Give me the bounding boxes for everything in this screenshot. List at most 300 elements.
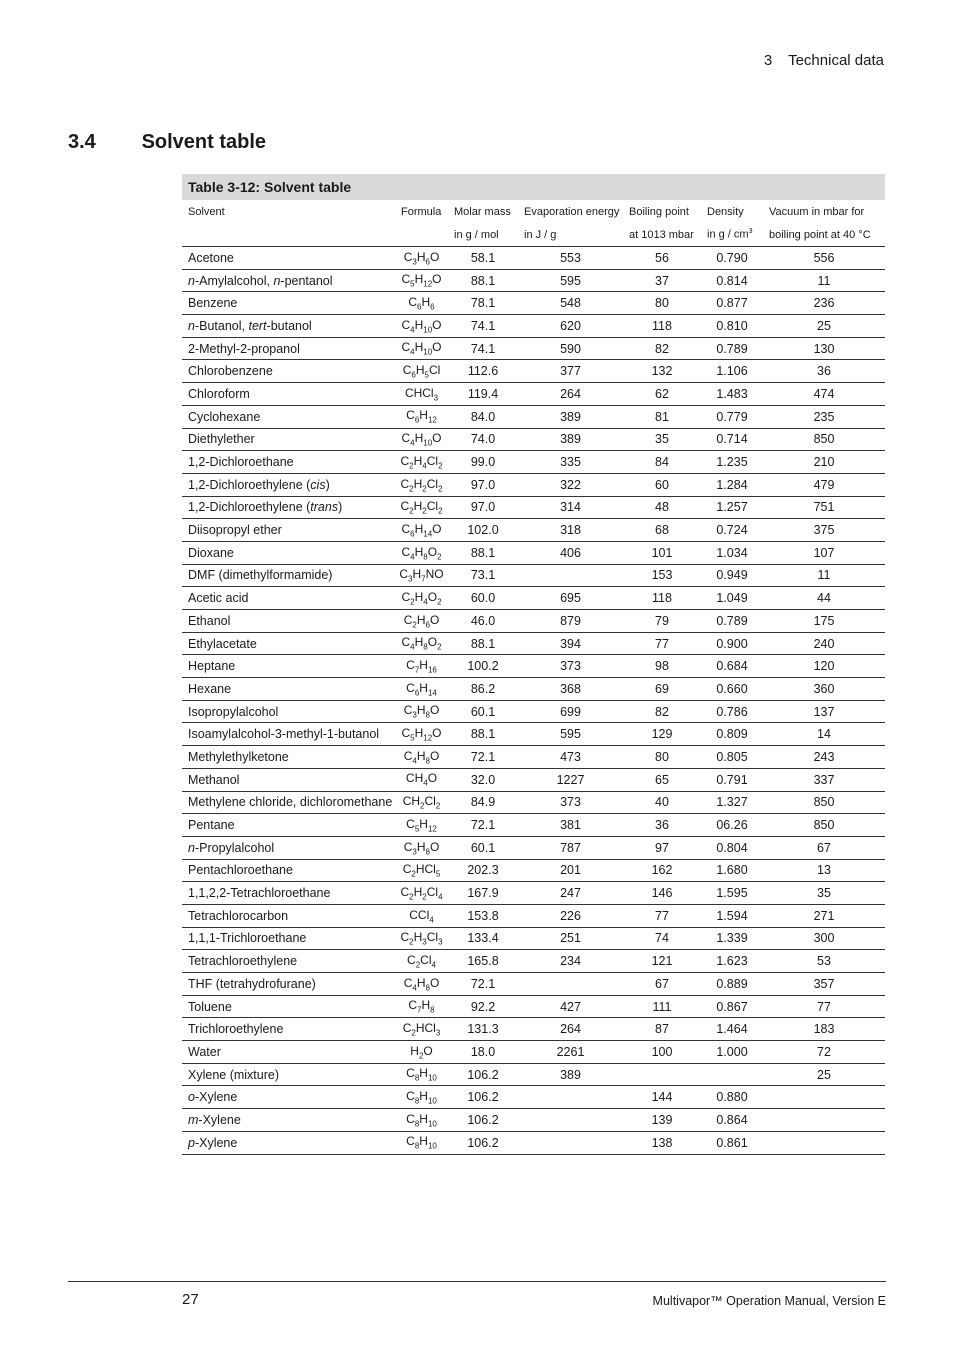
table-row	[182, 859, 885, 882]
col-header-boiling: Boiling point	[629, 205, 689, 218]
cell-density: 0.714	[701, 428, 763, 451]
cell-boiling-point: 111	[623, 995, 701, 1018]
cell-molar-mass: 78.1	[448, 292, 518, 315]
cell-formula: CCl$_4$	[395, 904, 448, 927]
table-row	[182, 814, 885, 837]
col-header-evaporation: Evaporation energy	[524, 205, 620, 218]
cell-boiling-point: 84	[623, 451, 701, 474]
cell-density: 1.235	[701, 451, 763, 474]
cell-solvent-name: THF (tetrahydrofurane)	[182, 973, 395, 996]
cell-solvent-name: Ethylacetate	[182, 632, 395, 655]
cell-solvent-name: m-Xylene	[182, 1109, 395, 1132]
cell-molar-mass: 133.4	[448, 927, 518, 950]
cell-density: 0.790	[701, 247, 763, 270]
cell-molar-mass: 88.1	[448, 269, 518, 292]
cell-formula: $C_5H_{12}O$	[395, 723, 448, 746]
cell-evaporation-energy: 373	[518, 655, 623, 678]
table-row	[182, 995, 885, 1018]
cell-molar-mass: 100.2	[448, 655, 518, 678]
cell-vacuum: 130	[763, 337, 885, 360]
cell-formula: $C_2H_6O$	[395, 610, 448, 633]
cell-solvent-name: Dioxane	[182, 541, 395, 564]
cell-boiling-point: 67	[623, 973, 701, 996]
cell-boiling-point: 80	[623, 746, 701, 769]
cell-solvent-name: Isopropylalcohol	[182, 700, 395, 723]
cell-formula: $C_2H_2Cl_4$	[395, 882, 448, 905]
table-row	[182, 473, 885, 496]
cell-molar-mass: 106.2	[448, 1086, 518, 1109]
cell-vacuum: 107	[763, 541, 885, 564]
cell-formula: $C_4H_{10}O$	[395, 428, 448, 451]
table-row	[182, 723, 885, 746]
cell-formula: $C_6H_5Cl$	[395, 360, 448, 383]
cell-boiling-point: 98	[623, 655, 701, 678]
col-unit-boiling: at 1013 mbar	[623, 223, 701, 247]
cell-solvent-name: 1,1,2,2-Tetrachloroethane	[182, 882, 395, 905]
col-unit-density: in g / $cm^3$	[701, 223, 763, 247]
cell-molar-mass: 72.1	[448, 973, 518, 996]
cell-solvent-name: Tetrachlorocarbon	[182, 904, 395, 927]
cell-formula: $C_5H_{12}O$	[395, 269, 448, 292]
cell-vacuum: 25	[763, 315, 885, 338]
table-caption: Table 3-12: Solvent table	[182, 174, 885, 200]
cell-boiling-point: 87	[623, 1018, 701, 1041]
cell-molar-mass: 72.1	[448, 814, 518, 837]
cell-evaporation-energy: 699	[518, 700, 623, 723]
table-row	[182, 451, 885, 474]
col-header-molar-mass: Molar mass	[454, 205, 511, 218]
cell-formula: $C_2H_4O_2$	[395, 587, 448, 610]
cell-formula: $C_4H_{10}O$	[395, 315, 448, 338]
section-number: 3.4	[68, 131, 96, 153]
cell-molar-mass: 60.1	[448, 836, 518, 859]
cell-density: 1.284	[701, 473, 763, 496]
cell-solvent-name: o-Xylene	[182, 1086, 395, 1109]
cell-evaporation-energy: 226	[518, 904, 623, 927]
cell-density: 0.804	[701, 836, 763, 859]
cell-formula: $CH_2Cl_2$	[395, 791, 448, 814]
table-row	[182, 904, 885, 927]
cell-formula: $CH_4O$	[395, 768, 448, 791]
cell-density: 0.861	[701, 1131, 763, 1154]
cell-boiling-point: 40	[623, 791, 701, 814]
cell-solvent-name: 1,2-Dichloroethylene (trans)	[182, 496, 395, 519]
cell-solvent-name: Hexane	[182, 678, 395, 701]
cell-formula: $C_3H_8O$	[395, 700, 448, 723]
table-row	[182, 405, 885, 428]
cell-boiling-point: 82	[623, 337, 701, 360]
col-unit-vacuum: boiling point at 40 °C	[763, 223, 885, 247]
solvent-table	[182, 200, 885, 1155]
cell-evaporation-energy: 389	[518, 405, 623, 428]
cell-boiling-point: 56	[623, 247, 701, 270]
cell-density: 0.684	[701, 655, 763, 678]
cell-formula: $C_3H_8O$	[395, 836, 448, 859]
cell-density	[701, 1063, 763, 1086]
cell-molar-mass: 112.6	[448, 360, 518, 383]
cell-formula: $C_2H_2Cl_2$	[395, 496, 448, 519]
cell-molar-mass: 106.2	[448, 1063, 518, 1086]
cell-vacuum: 53	[763, 950, 885, 973]
cell-boiling-point: 118	[623, 587, 701, 610]
cell-density: 0.724	[701, 519, 763, 542]
table-row	[182, 1018, 885, 1041]
cell-evaporation-energy: 473	[518, 746, 623, 769]
cell-density: 0.779	[701, 405, 763, 428]
cell-vacuum: 850	[763, 428, 885, 451]
table-row	[182, 973, 885, 996]
cell-vacuum: 240	[763, 632, 885, 655]
cell-vacuum	[763, 1086, 885, 1109]
cell-molar-mass: 46.0	[448, 610, 518, 633]
cell-molar-mass: 58.1	[448, 247, 518, 270]
cell-density: 1.106	[701, 360, 763, 383]
cell-boiling-point: 62	[623, 383, 701, 406]
cell-evaporation-energy: 406	[518, 541, 623, 564]
cell-solvent-name: Diisopropyl ether	[182, 519, 395, 542]
cell-vacuum: 360	[763, 678, 885, 701]
table-row	[182, 836, 885, 859]
cell-molar-mass: 97.0	[448, 496, 518, 519]
cell-solvent-name: Trichloroethylene	[182, 1018, 395, 1041]
cell-vacuum: 271	[763, 904, 885, 927]
cell-vacuum: 11	[763, 269, 885, 292]
cell-evaporation-energy: 318	[518, 519, 623, 542]
cell-solvent-name: Diethylether	[182, 428, 395, 451]
cell-density: 0.810	[701, 315, 763, 338]
header-row-2	[182, 223, 885, 247]
table-row	[182, 1041, 885, 1064]
cell-boiling-point: 153	[623, 564, 701, 587]
cell-evaporation-energy: 389	[518, 428, 623, 451]
cell-molar-mass: 99.0	[448, 451, 518, 474]
cell-vacuum: 337	[763, 768, 885, 791]
col-unit-evaporation: in J / g	[518, 223, 623, 247]
cell-molar-mass: 131.3	[448, 1018, 518, 1041]
cell-evaporation-energy: 247	[518, 882, 623, 905]
cell-formula: $C_2HCl_3$	[395, 1018, 448, 1041]
cell-density: 0.864	[701, 1109, 763, 1132]
table-row	[182, 768, 885, 791]
cell-molar-mass: 32.0	[448, 768, 518, 791]
cell-evaporation-energy: 787	[518, 836, 623, 859]
cell-formula: $C_8H_{10}$	[395, 1131, 448, 1154]
table-row	[182, 496, 885, 519]
cell-boiling-point: 74	[623, 927, 701, 950]
cell-formula: $C_4H_{10}O$	[395, 337, 448, 360]
table-row	[182, 791, 885, 814]
cell-boiling-point: 77	[623, 904, 701, 927]
cell-evaporation-energy: 394	[518, 632, 623, 655]
cell-formula: $C_8H_{10}$	[395, 1063, 448, 1086]
table-row	[182, 1109, 885, 1132]
cell-solvent-name: Methylethylketone	[182, 746, 395, 769]
cell-evaporation-energy: 234	[518, 950, 623, 973]
cell-solvent-name: 2-Methyl-2-propanol	[182, 337, 395, 360]
cell-vacuum: 850	[763, 814, 885, 837]
cell-density: 0.791	[701, 768, 763, 791]
cell-evaporation-energy: 595	[518, 723, 623, 746]
cell-vacuum: 77	[763, 995, 885, 1018]
cell-solvent-name: Isoamylalcohol-3-methyl-1-butanol	[182, 723, 395, 746]
cell-vacuum: 67	[763, 836, 885, 859]
cell-molar-mass: 88.1	[448, 541, 518, 564]
table-row	[182, 1086, 885, 1109]
cell-molar-mass: 84.0	[448, 405, 518, 428]
cell-molar-mass: 165.8	[448, 950, 518, 973]
table-row	[182, 541, 885, 564]
cell-solvent-name: Methanol	[182, 768, 395, 791]
cell-evaporation-energy: 201	[518, 859, 623, 882]
cell-molar-mass: 97.0	[448, 473, 518, 496]
table-body	[182, 247, 885, 1155]
cell-solvent-name: Pentachloroethane	[182, 859, 395, 882]
cell-solvent-name: Acetone	[182, 247, 395, 270]
cell-evaporation-energy	[518, 564, 623, 587]
table-row	[182, 1131, 885, 1154]
cell-evaporation-energy: 368	[518, 678, 623, 701]
cell-molar-mass: 60.1	[448, 700, 518, 723]
cell-solvent-name: n-Propylalcohol	[182, 836, 395, 859]
section-title: Solvent table	[141, 131, 267, 153]
col-unit-molar-mass: in g / mol	[448, 223, 518, 247]
cell-boiling-point: 60	[623, 473, 701, 496]
cell-molar-mass: 18.0	[448, 1041, 518, 1064]
cell-vacuum: 25	[763, 1063, 885, 1086]
table-row	[182, 519, 885, 542]
cell-molar-mass: 92.2	[448, 995, 518, 1018]
table-row	[182, 746, 885, 769]
cell-vacuum: 44	[763, 587, 885, 610]
table-row	[182, 360, 885, 383]
cell-vacuum: 556	[763, 247, 885, 270]
cell-boiling-point: 100	[623, 1041, 701, 1064]
cell-molar-mass: 153.8	[448, 904, 518, 927]
cell-molar-mass: 119.4	[448, 383, 518, 406]
cell-evaporation-energy	[518, 973, 623, 996]
cell-density: 1.339	[701, 927, 763, 950]
cell-boiling-point: 77	[623, 632, 701, 655]
col-header-density: Density	[707, 205, 744, 218]
cell-vacuum	[763, 1131, 885, 1154]
cell-density: 0.809	[701, 723, 763, 746]
cell-formula: $C_2Cl_4$	[395, 950, 448, 973]
cell-formula: CHCl$_3$	[395, 383, 448, 406]
cell-density: 06.26	[701, 814, 763, 837]
table-row	[182, 950, 885, 973]
cell-density: 0.880	[701, 1086, 763, 1109]
table-row	[182, 655, 885, 678]
cell-evaporation-energy: 264	[518, 383, 623, 406]
cell-molar-mass: 86.2	[448, 678, 518, 701]
cell-vacuum: 236	[763, 292, 885, 315]
cell-formula: $C_8H_{10}$	[395, 1109, 448, 1132]
cell-vacuum: 235	[763, 405, 885, 428]
cell-solvent-name: Acetic acid	[182, 587, 395, 610]
cell-density: 1.594	[701, 904, 763, 927]
cell-density: 0.949	[701, 564, 763, 587]
table-row	[182, 678, 885, 701]
cell-formula: $C_2H_4Cl_2$	[395, 451, 448, 474]
cell-formula: $C_6H_{14}$	[395, 678, 448, 701]
cell-evaporation-energy: 548	[518, 292, 623, 315]
cell-molar-mass: 88.1	[448, 632, 518, 655]
cell-density: 1.595	[701, 882, 763, 905]
cell-vacuum: 210	[763, 451, 885, 474]
cell-boiling-point: 97	[623, 836, 701, 859]
cell-density: 0.867	[701, 995, 763, 1018]
cell-boiling-point: 79	[623, 610, 701, 633]
cell-solvent-name: Chloroform	[182, 383, 395, 406]
cell-evaporation-energy	[518, 1131, 623, 1154]
cell-boiling-point: 80	[623, 292, 701, 315]
cell-density: 0.877	[701, 292, 763, 315]
cell-molar-mass: 60.0	[448, 587, 518, 610]
cell-boiling-point: 121	[623, 950, 701, 973]
section-heading	[68, 131, 266, 154]
cell-vacuum: 120	[763, 655, 885, 678]
cell-molar-mass: 73.1	[448, 564, 518, 587]
manual-title: Multivapor™ Operation Manual, Version E	[652, 1294, 886, 1308]
cell-vacuum: 243	[763, 746, 885, 769]
cell-formula: $C_4H_8O_2$	[395, 632, 448, 655]
cell-formula: $C_3H_6O$	[395, 247, 448, 270]
cell-formula: $C_7H_{16}$	[395, 655, 448, 678]
cell-vacuum: 35	[763, 882, 885, 905]
cell-boiling-point: 82	[623, 700, 701, 723]
cell-vacuum: 479	[763, 473, 885, 496]
cell-boiling-point: 69	[623, 678, 701, 701]
cell-formula: $C_7H_8$	[395, 995, 448, 1018]
table-row	[182, 610, 885, 633]
cell-solvent-name: Ethanol	[182, 610, 395, 633]
table-row	[182, 564, 885, 587]
cell-vacuum: 183	[763, 1018, 885, 1041]
cell-solvent-name: Toluene	[182, 995, 395, 1018]
table-row	[182, 269, 885, 292]
cell-evaporation-energy: 590	[518, 337, 623, 360]
cell-solvent-name: Tetrachloroethylene	[182, 950, 395, 973]
cell-vacuum: 36	[763, 360, 885, 383]
cell-density: 1.623	[701, 950, 763, 973]
cell-density: 1.049	[701, 587, 763, 610]
cell-molar-mass: 106.2	[448, 1131, 518, 1154]
cell-vacuum: 11	[763, 564, 885, 587]
col-unit-solvent	[182, 223, 395, 247]
cell-molar-mass: 74.1	[448, 315, 518, 338]
cell-density: 1.464	[701, 1018, 763, 1041]
cell-evaporation-energy: 2261	[518, 1041, 623, 1064]
cell-solvent-name: Water	[182, 1041, 395, 1064]
cell-vacuum: 13	[763, 859, 885, 882]
cell-formula: $H_2O$	[395, 1041, 448, 1064]
cell-boiling-point: 162	[623, 859, 701, 882]
cell-solvent-name: 1,2-Dichloroethane	[182, 451, 395, 474]
cell-solvent-name: n-Amylalcohol, n-pentanol	[182, 269, 395, 292]
cell-boiling-point: 138	[623, 1131, 701, 1154]
cell-density: 0.889	[701, 973, 763, 996]
cell-vacuum	[763, 1109, 885, 1132]
cell-formula: $C_3H_7NO$	[395, 564, 448, 587]
cell-formula: $C_8H_{10}$	[395, 1086, 448, 1109]
cell-boiling-point: 118	[623, 315, 701, 338]
table-row	[182, 587, 885, 610]
cell-density: 0.660	[701, 678, 763, 701]
cell-evaporation-energy: 553	[518, 247, 623, 270]
col-unit-formula	[395, 223, 448, 247]
cell-evaporation-energy: 1227	[518, 768, 623, 791]
cell-vacuum: 175	[763, 610, 885, 633]
table-row	[182, 383, 885, 406]
cell-solvent-name: 1,1,1-Trichloroethane	[182, 927, 395, 950]
cell-evaporation-energy: 322	[518, 473, 623, 496]
cell-formula: $C_4H_8O_2$	[395, 541, 448, 564]
cell-formula: $C_6H_{12}$	[395, 405, 448, 428]
cell-boiling-point: 101	[623, 541, 701, 564]
cell-density: 0.805	[701, 746, 763, 769]
table-row	[182, 292, 885, 315]
col-header-vacuum: Vacuum in mbar for	[769, 205, 865, 218]
cell-boiling-point: 36	[623, 814, 701, 837]
table-row	[182, 1063, 885, 1086]
cell-density: 0.789	[701, 337, 763, 360]
cell-formula: $C_6H_{14}O$	[395, 519, 448, 542]
footer-divider	[68, 1281, 886, 1282]
cell-molar-mass: 167.9	[448, 882, 518, 905]
table-row	[182, 315, 885, 338]
cell-boiling-point: 132	[623, 360, 701, 383]
cell-molar-mass: 106.2	[448, 1109, 518, 1132]
cell-boiling-point: 144	[623, 1086, 701, 1109]
cell-density: 1.327	[701, 791, 763, 814]
cell-evaporation-energy: 427	[518, 995, 623, 1018]
chapter-title: Technical data	[788, 52, 884, 69]
cell-molar-mass: 74.0	[448, 428, 518, 451]
cell-solvent-name: p-Xylene	[182, 1131, 395, 1154]
cell-density: 1.257	[701, 496, 763, 519]
cell-evaporation-energy: 620	[518, 315, 623, 338]
header-row-1	[182, 200, 885, 223]
cell-molar-mass: 84.9	[448, 791, 518, 814]
cell-formula: $C_6H_6$	[395, 292, 448, 315]
cell-molar-mass: 74.1	[448, 337, 518, 360]
cell-solvent-name: DMF (dimethylformamide)	[182, 564, 395, 587]
cell-vacuum: 375	[763, 519, 885, 542]
cell-density: 1.034	[701, 541, 763, 564]
cell-solvent-name: n-Butanol, tert-butanol	[182, 315, 395, 338]
cell-vacuum: 300	[763, 927, 885, 950]
col-header-solvent: Solvent	[188, 205, 225, 218]
cell-formula: $C_5H_{12}$	[395, 814, 448, 837]
cell-vacuum: 14	[763, 723, 885, 746]
table-row	[182, 632, 885, 655]
cell-boiling-point: 68	[623, 519, 701, 542]
cell-evaporation-energy: 595	[518, 269, 623, 292]
cell-vacuum: 474	[763, 383, 885, 406]
cell-vacuum: 751	[763, 496, 885, 519]
page-number: 27	[182, 1291, 199, 1308]
cell-evaporation-energy	[518, 1086, 623, 1109]
cell-evaporation-energy: 389	[518, 1063, 623, 1086]
cell-evaporation-energy: 314	[518, 496, 623, 519]
cell-solvent-name: Xylene (mixture)	[182, 1063, 395, 1086]
cell-solvent-name: Heptane	[182, 655, 395, 678]
cell-boiling-point: 35	[623, 428, 701, 451]
table-row	[182, 700, 885, 723]
table-row	[182, 428, 885, 451]
cell-boiling-point: 146	[623, 882, 701, 905]
cell-solvent-name: 1,2-Dichloroethylene (cis)	[182, 473, 395, 496]
